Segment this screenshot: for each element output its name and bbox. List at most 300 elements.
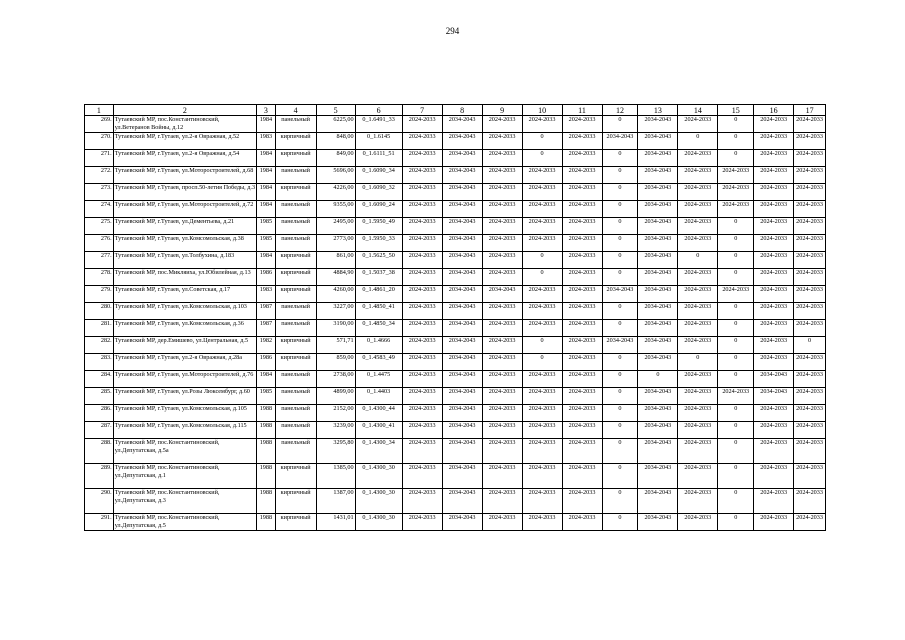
period-cell: 2024-2033	[402, 218, 442, 235]
period-cell: 0	[522, 337, 562, 354]
wall-material-cell: кирпичный	[275, 514, 316, 531]
table-row	[85, 337, 826, 354]
area-cell: 3227,00	[316, 303, 355, 320]
row-number-cell: 284.	[85, 371, 114, 388]
period-cell: 2024-2033	[482, 303, 522, 320]
code-cell: 0_1.4850_34	[355, 320, 402, 337]
period-cell: 2024-2033	[562, 388, 602, 405]
period-cell: 2024-2033	[678, 269, 718, 286]
table-row	[85, 371, 826, 388]
period-cell: 2024-2033	[482, 489, 522, 514]
code-cell: 0_1.4300_34	[355, 439, 402, 464]
period-cell: 2024-2033	[678, 201, 718, 218]
period-cell: 2024-2033	[402, 405, 442, 422]
column-header: 17	[794, 105, 826, 116]
capital-repair-schedule-table	[84, 104, 826, 531]
period-cell: 2024-2033	[718, 167, 754, 184]
period-cell: 2024-2033	[522, 303, 562, 320]
period-cell: 0	[718, 371, 754, 388]
row-number-cell: 286.	[85, 405, 114, 422]
period-cell: 2034-2043	[638, 235, 678, 252]
address-cell: Тутаевский МР, пос.Константиновский, ул.Депутатская, д.1	[113, 464, 256, 489]
area-cell: 3239,00	[316, 422, 355, 439]
address-cell: Тутаевский МР, г.Тутаев, ул.2-я Овражная, д.28а	[113, 354, 256, 371]
period-cell: 2024-2033	[794, 184, 826, 201]
row-number-cell: 276.	[85, 235, 114, 252]
area-cell: 859,00	[316, 354, 355, 371]
code-cell: 0_1.4300_30	[355, 464, 402, 489]
period-cell: 2024-2033	[678, 439, 718, 464]
column-header: 11	[562, 105, 602, 116]
period-cell: 2024-2033	[794, 439, 826, 464]
column-header: 13	[638, 105, 678, 116]
year-cell: 1985	[257, 235, 275, 252]
period-cell: 2034-2043	[638, 489, 678, 514]
row-number-cell: 271.	[85, 150, 114, 167]
area-cell: 4884,90	[316, 269, 355, 286]
year-cell: 1984	[257, 371, 275, 388]
period-cell: 2024-2033	[754, 218, 794, 235]
period-cell: 0	[718, 439, 754, 464]
code-cell: 0_1.4475	[355, 371, 402, 388]
table-row	[85, 201, 826, 218]
period-cell: 2034-2043	[638, 320, 678, 337]
address-cell: Тутаевский МР, г.Тутаев, ул.Комсомольская, д.115	[113, 422, 256, 439]
code-cell: 0_1.4300_41	[355, 422, 402, 439]
period-cell: 2024-2033	[522, 218, 562, 235]
period-cell: 0	[602, 218, 638, 235]
header-row	[85, 105, 826, 116]
period-cell: 2024-2033	[754, 184, 794, 201]
area-cell: 861,00	[316, 252, 355, 269]
period-cell: 2024-2033	[522, 320, 562, 337]
column-header: 14	[678, 105, 718, 116]
year-cell: 1985	[257, 388, 275, 405]
period-cell: 2024-2033	[754, 464, 794, 489]
row-number-cell: 291.	[85, 514, 114, 531]
period-cell: 2034-2043	[638, 405, 678, 422]
period-cell: 2024-2033	[678, 388, 718, 405]
period-cell: 2024-2033	[794, 235, 826, 252]
table-body	[85, 116, 826, 531]
row-number-cell: 273.	[85, 184, 114, 201]
wall-material-cell: кирпичный	[275, 184, 316, 201]
table-row	[85, 388, 826, 405]
period-cell: 2024-2033	[522, 405, 562, 422]
period-cell: 2034-2043	[638, 218, 678, 235]
period-cell: 2024-2033	[562, 354, 602, 371]
year-cell: 1983	[257, 286, 275, 303]
column-header: 7	[402, 105, 442, 116]
code-cell: 0_1.4300_30	[355, 514, 402, 531]
area-cell: 1385,00	[316, 464, 355, 489]
period-cell: 2024-2033	[482, 201, 522, 218]
period-cell: 2024-2033	[754, 201, 794, 218]
period-cell: 2034-2043	[638, 286, 678, 303]
period-cell: 2024-2033	[794, 133, 826, 150]
period-cell: 2024-2033	[482, 133, 522, 150]
period-cell: 2034-2043	[754, 371, 794, 388]
period-cell: 2024-2033	[482, 422, 522, 439]
period-cell: 2034-2043	[442, 371, 482, 388]
table-row	[85, 286, 826, 303]
period-cell: 2024-2033	[794, 269, 826, 286]
row-number-cell: 287.	[85, 422, 114, 439]
year-cell: 1985	[257, 218, 275, 235]
code-cell: 0_1.4403	[355, 388, 402, 405]
period-cell: 0	[718, 218, 754, 235]
address-cell: Тутаевский МР, г.Тутаев, ул.Комсомольская, д.103	[113, 303, 256, 320]
period-cell: 0	[602, 252, 638, 269]
period-cell: 2024-2033	[754, 133, 794, 150]
period-cell: 2034-2043	[442, 464, 482, 489]
period-cell: 2024-2033	[794, 371, 826, 388]
period-cell: 0	[718, 116, 754, 133]
year-cell: 1988	[257, 405, 275, 422]
address-cell: Тутаевский МР, г.Тутаев, просп.50-летия Победы, д.3	[113, 184, 256, 201]
period-cell: 2024-2033	[562, 235, 602, 252]
table-row	[85, 184, 826, 201]
code-cell: 0_1.6090_32	[355, 184, 402, 201]
year-cell: 1984	[257, 150, 275, 167]
row-number-cell: 289.	[85, 464, 114, 489]
period-cell: 2034-2043	[602, 133, 638, 150]
column-header: 5	[316, 105, 355, 116]
period-cell: 2024-2033	[402, 320, 442, 337]
address-cell: Тутаевский МР, г.Тутаев, ул.Комсомольская, д.38	[113, 235, 256, 252]
code-cell: 0_1.6090_34	[355, 167, 402, 184]
period-cell: 2034-2043	[638, 201, 678, 218]
period-cell: 2034-2043	[442, 133, 482, 150]
period-cell: 2024-2033	[678, 489, 718, 514]
period-cell: 0	[718, 422, 754, 439]
period-cell: 0	[718, 150, 754, 167]
period-cell: 2024-2033	[482, 167, 522, 184]
period-cell: 2024-2033	[482, 116, 522, 133]
period-cell: 2034-2043	[442, 303, 482, 320]
period-cell: 2024-2033	[522, 201, 562, 218]
period-cell: 2024-2033	[678, 286, 718, 303]
year-cell: 1984	[257, 167, 275, 184]
row-number-cell: 283.	[85, 354, 114, 371]
table-row	[85, 464, 826, 489]
period-cell: 2034-2043	[442, 354, 482, 371]
period-cell: 2034-2043	[442, 269, 482, 286]
column-header: 4	[275, 105, 316, 116]
period-cell: 2034-2043	[638, 269, 678, 286]
table-row	[85, 514, 826, 531]
row-number-cell: 278.	[85, 269, 114, 286]
period-cell: 2034-2043	[442, 167, 482, 184]
period-cell: 2024-2033	[794, 201, 826, 218]
address-cell: Тутаевский МР, пос.Константиновский, ул.Ветеранов Войны, д.12	[113, 116, 256, 133]
address-cell: Тутаевский МР, г.Тутаев, ул.Комсомольская, д.36	[113, 320, 256, 337]
wall-material-cell: кирпичный	[275, 464, 316, 489]
period-cell: 2024-2033	[402, 167, 442, 184]
period-cell: 0	[718, 514, 754, 531]
period-cell: 2034-2043	[442, 320, 482, 337]
period-cell: 0	[602, 303, 638, 320]
period-cell: 2024-2033	[718, 286, 754, 303]
period-cell: 2024-2033	[402, 116, 442, 133]
period-cell: 2034-2043	[442, 337, 482, 354]
period-cell: 2024-2033	[794, 303, 826, 320]
area-cell: 2738,00	[316, 371, 355, 388]
period-cell: 2024-2033	[754, 405, 794, 422]
period-cell: 0	[602, 439, 638, 464]
period-cell: 2024-2033	[402, 235, 442, 252]
period-cell: 2024-2033	[562, 218, 602, 235]
wall-material-cell: кирпичный	[275, 489, 316, 514]
area-cell: 3295,80	[316, 439, 355, 464]
area-cell: 848,00	[316, 133, 355, 150]
period-cell: 2024-2033	[522, 286, 562, 303]
table-row	[85, 218, 826, 235]
column-header: 2	[113, 105, 256, 116]
period-cell: 2024-2033	[562, 184, 602, 201]
period-cell: 2034-2043	[442, 514, 482, 531]
year-cell: 1988	[257, 489, 275, 514]
wall-material-cell: панельный	[275, 201, 316, 218]
year-cell: 1988	[257, 439, 275, 464]
year-cell: 1986	[257, 354, 275, 371]
wall-material-cell: панельный	[275, 405, 316, 422]
period-cell: 2024-2033	[794, 422, 826, 439]
area-cell: 2495,00	[316, 218, 355, 235]
period-cell: 2024-2033	[718, 201, 754, 218]
table-row	[85, 269, 826, 286]
period-cell: 2024-2033	[678, 371, 718, 388]
row-number-cell: 282.	[85, 337, 114, 354]
period-cell: 0	[718, 269, 754, 286]
wall-material-cell: панельный	[275, 116, 316, 133]
code-cell: 0_1.6090_24	[355, 201, 402, 218]
period-cell: 0	[602, 489, 638, 514]
period-cell: 2024-2033	[754, 320, 794, 337]
code-cell: 0_1.5037_38	[355, 269, 402, 286]
period-cell: 2024-2033	[678, 116, 718, 133]
period-cell: 2024-2033	[754, 422, 794, 439]
area-cell: 9355,00	[316, 201, 355, 218]
period-cell: 2024-2033	[562, 116, 602, 133]
period-cell: 2034-2043	[754, 388, 794, 405]
period-cell: 2024-2033	[482, 464, 522, 489]
period-cell: 2024-2033	[794, 218, 826, 235]
period-cell: 2024-2033	[754, 354, 794, 371]
wall-material-cell: кирпичный	[275, 354, 316, 371]
period-cell: 2024-2033	[482, 371, 522, 388]
period-cell: 0	[602, 235, 638, 252]
period-cell: 2024-2033	[522, 439, 562, 464]
code-cell: 0_1.4300_30	[355, 489, 402, 514]
row-number-cell: 279.	[85, 286, 114, 303]
period-cell: 2024-2033	[754, 337, 794, 354]
period-cell: 2024-2033	[678, 150, 718, 167]
period-cell: 2034-2043	[638, 184, 678, 201]
period-cell: 0	[602, 388, 638, 405]
period-cell: 2024-2033	[794, 405, 826, 422]
table-row	[85, 354, 826, 371]
table-row	[85, 150, 826, 167]
period-cell: 2024-2033	[678, 235, 718, 252]
year-cell: 1986	[257, 269, 275, 286]
period-cell: 2024-2033	[482, 218, 522, 235]
table-row	[85, 489, 826, 514]
period-cell: 2034-2043	[638, 252, 678, 269]
period-cell: 0	[718, 303, 754, 320]
period-cell: 2024-2033	[794, 167, 826, 184]
period-cell: 2024-2033	[402, 514, 442, 531]
period-cell: 2024-2033	[482, 150, 522, 167]
area-cell: 4899,00	[316, 388, 355, 405]
period-cell: 0	[678, 133, 718, 150]
period-cell: 2024-2033	[562, 303, 602, 320]
period-cell: 2024-2033	[754, 167, 794, 184]
table-row	[85, 439, 826, 464]
period-cell: 2034-2043	[442, 201, 482, 218]
row-number-cell: 275.	[85, 218, 114, 235]
period-cell: 2034-2043	[638, 303, 678, 320]
period-cell: 0	[794, 337, 826, 354]
code-cell: 0_1.4666	[355, 337, 402, 354]
period-cell: 2034-2043	[602, 337, 638, 354]
period-cell: 2024-2033	[402, 286, 442, 303]
period-cell: 2034-2043	[442, 405, 482, 422]
code-cell: 0_1.4300_44	[355, 405, 402, 422]
period-cell: 2024-2033	[402, 388, 442, 405]
period-cell: 2024-2033	[794, 116, 826, 133]
period-cell: 0	[678, 354, 718, 371]
table-row	[85, 303, 826, 320]
wall-material-cell: панельный	[275, 422, 316, 439]
code-cell: 0_1.5625_50	[355, 252, 402, 269]
period-cell: 2024-2033	[402, 489, 442, 514]
period-cell: 2024-2033	[794, 286, 826, 303]
period-cell: 2034-2043	[442, 388, 482, 405]
period-cell: 2024-2033	[482, 388, 522, 405]
period-cell: 2034-2043	[442, 489, 482, 514]
period-cell: 2024-2033	[794, 150, 826, 167]
wall-material-cell: кирпичный	[275, 337, 316, 354]
area-cell: 5696,00	[316, 167, 355, 184]
area-cell: 2152,00	[316, 405, 355, 422]
row-number-cell: 270.	[85, 133, 114, 150]
code-cell: 0_1.6491_33	[355, 116, 402, 133]
period-cell: 2024-2033	[522, 422, 562, 439]
period-cell: 0	[602, 320, 638, 337]
period-cell: 2024-2033	[794, 514, 826, 531]
period-cell: 0	[718, 252, 754, 269]
code-cell: 0_1.6111_51	[355, 150, 402, 167]
period-cell: 2034-2043	[638, 439, 678, 464]
period-cell: 2034-2043	[442, 184, 482, 201]
period-cell: 2024-2033	[562, 371, 602, 388]
period-cell: 2024-2033	[794, 354, 826, 371]
period-cell: 2024-2033	[402, 150, 442, 167]
address-cell: Тутаевский МР, пос.Микляиха, ул.Юбилейная, д.13	[113, 269, 256, 286]
address-cell: Тутаевский МР, г.Тутаев, ул.Розы Люксембург, д.60	[113, 388, 256, 405]
period-cell: 2024-2033	[402, 184, 442, 201]
address-cell: Тутаевский МР, пос.Константиновский, ул.Депутатская, д.3	[113, 489, 256, 514]
column-header: 10	[522, 105, 562, 116]
period-cell: 2024-2033	[522, 464, 562, 489]
period-cell: 2024-2033	[562, 286, 602, 303]
row-number-cell: 290.	[85, 489, 114, 514]
period-cell: 0	[718, 354, 754, 371]
period-cell: 2024-2033	[482, 354, 522, 371]
year-cell: 1987	[257, 320, 275, 337]
period-cell: 2024-2033	[482, 439, 522, 464]
address-cell: Тутаевский МР, г.Тутаев, ул.Моторостроителей, д.76	[113, 371, 256, 388]
period-cell: 0	[602, 269, 638, 286]
area-cell: 4260,00	[316, 286, 355, 303]
period-cell: 2034-2043	[442, 116, 482, 133]
address-cell: Тутаевский МР, г.Тутаев, ул.2-я Овражная, д.54	[113, 150, 256, 167]
period-cell: 2034-2043	[442, 422, 482, 439]
period-cell: 0	[602, 116, 638, 133]
period-cell: 0	[522, 354, 562, 371]
period-cell: 2024-2033	[522, 184, 562, 201]
period-cell: 2024-2033	[522, 489, 562, 514]
period-cell: 2024-2033	[794, 252, 826, 269]
area-cell: 849,00	[316, 150, 355, 167]
wall-material-cell: панельный	[275, 320, 316, 337]
period-cell: 0	[718, 133, 754, 150]
year-cell: 1988	[257, 464, 275, 489]
code-cell: 0_1.5950_49	[355, 218, 402, 235]
period-cell: 2024-2033	[794, 320, 826, 337]
wall-material-cell: кирпичный	[275, 252, 316, 269]
period-cell: 2034-2043	[638, 150, 678, 167]
period-cell: 2024-2033	[402, 371, 442, 388]
year-cell: 1988	[257, 422, 275, 439]
area-cell: 1431,01	[316, 514, 355, 531]
period-cell: 2024-2033	[678, 320, 718, 337]
period-cell: 2024-2033	[678, 218, 718, 235]
period-cell: 2034-2043	[638, 422, 678, 439]
area-cell: 571,71	[316, 337, 355, 354]
period-cell: 0	[718, 464, 754, 489]
period-cell: 2034-2043	[638, 337, 678, 354]
row-number-cell: 269.	[85, 116, 114, 133]
row-number-cell: 280.	[85, 303, 114, 320]
column-header: 15	[718, 105, 754, 116]
row-number-cell: 277.	[85, 252, 114, 269]
row-number-cell: 281.	[85, 320, 114, 337]
period-cell: 0	[718, 337, 754, 354]
period-cell: 2034-2043	[638, 354, 678, 371]
address-cell: Тутаевский МР, г.Тутаев, ул.Комсомольская, д.105	[113, 405, 256, 422]
year-cell: 1988	[257, 514, 275, 531]
code-cell: 0_1.5950_33	[355, 235, 402, 252]
address-cell: Тутаевский МР, г.Тутаев, ул.Дементьева, д.21	[113, 218, 256, 235]
period-cell: 2024-2033	[678, 184, 718, 201]
period-cell: 2034-2043	[442, 150, 482, 167]
wall-material-cell: панельный	[275, 303, 316, 320]
period-cell: 2024-2033	[482, 405, 522, 422]
period-cell: 2024-2033	[522, 371, 562, 388]
area-cell: 6225,00	[316, 116, 355, 133]
period-cell: 2034-2043	[638, 388, 678, 405]
period-cell: 2024-2033	[402, 464, 442, 489]
period-cell: 0	[678, 252, 718, 269]
period-cell: 2024-2033	[678, 464, 718, 489]
year-cell: 1984	[257, 201, 275, 218]
period-cell: 2024-2033	[718, 184, 754, 201]
column-header: 3	[257, 105, 275, 116]
period-cell: 2024-2033	[754, 514, 794, 531]
period-cell: 2024-2033	[402, 303, 442, 320]
